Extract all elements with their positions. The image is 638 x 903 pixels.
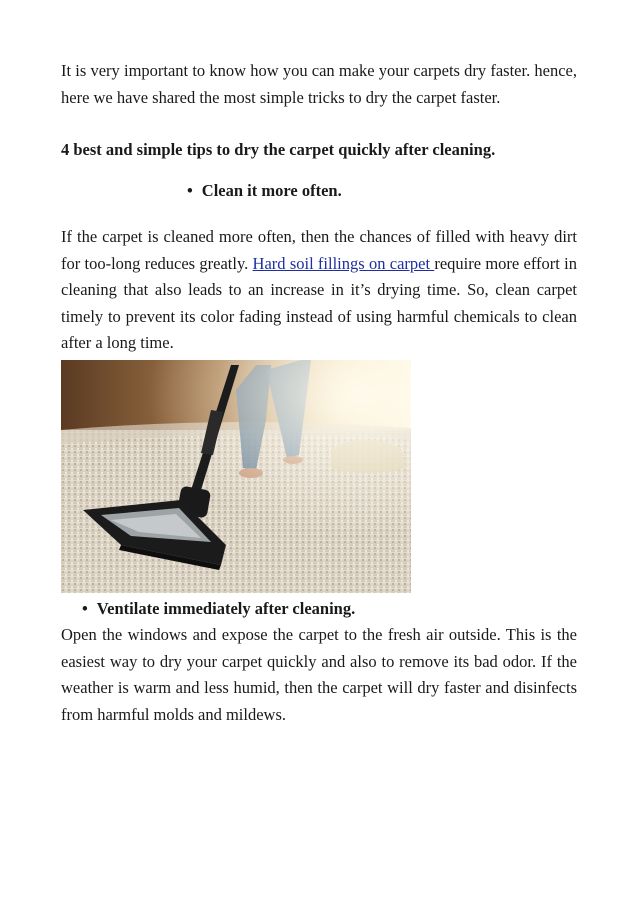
- tip2-bullet-item: [82, 596, 577, 623]
- bullet-dot-icon: •: [82, 598, 88, 618]
- tip1-body-before: If the carpet is cleaned more often, then the chances of filled with heavy dirt for too-long reduces greatly.: [61, 227, 577, 273]
- tip1-bullet-item: [187, 178, 577, 205]
- intro-paragraph: It is very important to know how you can make your carpets dry faster. hence, here we have shared the most simple tricks to dry the carpet faster.: [61, 61, 577, 107]
- document-page: [61, 58, 577, 728]
- tip2-paragraph: Open the windows and expose the carpet to the fresh air outside. This is the easiest way to dry your carpet quickly and also to remove its bad odor. If the weather is warm and less humid, then the carpet will dry faster and disinfects from harmful molds and mildews.: [61, 625, 577, 724]
- hard-soil-link[interactable]: Hard soil fillings on carpet: [252, 253, 435, 273]
- vacuum-carpet-photo: [61, 360, 411, 593]
- tip1-body-after: require more effort in cleaning that also leads to an increase in it’s drying time. So, clean carpet timely to prevent its color fading instead of using harmful chemicals to clean after a long time.: [61, 253, 577, 352]
- tip1-title: Clean it more often.: [201, 180, 342, 200]
- bullet-dot-icon: •: [187, 180, 193, 200]
- tip1-paragraph: [61, 224, 577, 357]
- section-heading: 4 best and simple tips to dry the carpet quickly after cleaning.: [61, 140, 496, 159]
- tip2-title: Ventilate immediately after cleaning.: [96, 598, 356, 618]
